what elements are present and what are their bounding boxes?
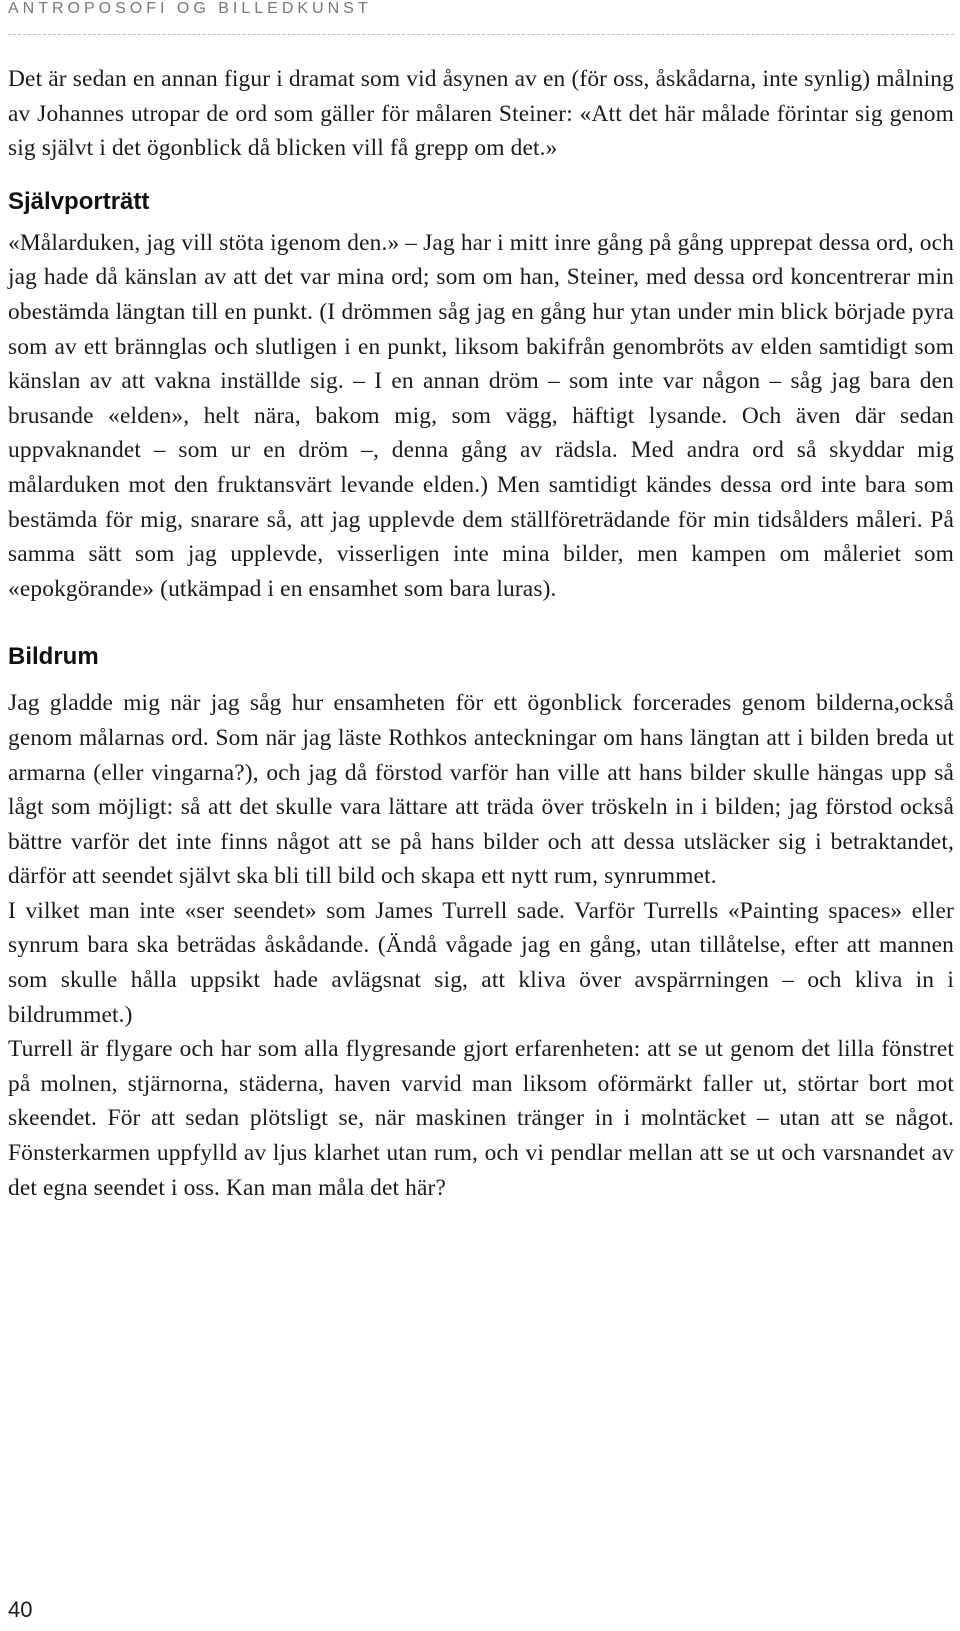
header-divider xyxy=(8,34,954,35)
bildrum-paragraph-1: Jag gladde mig när jag såg hur ensamheten för ett ögonblick forcerades genom bilderna,också genom målarnas ord. Som när jag läste Rothkos anteckningar om hans längtan att i bilden breda ut armarna (eller vingarna?), och jag då förstod varför han ville att hans bilder skulle hängas upp så lågt som möjligt: så att det skulle vara lättare att träda över tröskeln in i bilden; jag förstod också bättre varför det inte finns något att se på hans bilder och att dessa utsläcker sig i betraktandet, därför att seendet självt ska bli till bild och skapa ett nytt rum, synrummet. xyxy=(8,690,954,890)
running-head: ANTROPOSOFI OG BILLEDKUNST xyxy=(8,0,372,17)
section-heading-sjalvportratt: Självporträtt xyxy=(8,187,150,215)
bildrum-paragraph-3: Turrell är flygare och har som alla flygresande gjort erfarenheten: att se ut genom det lilla fönstret på molnen, stjärnorna, städerna, haven varvid man liksom oförmärkt faller ut, störtar bort mot skeendet. För att sedan plötsligt se, när maskinen tränger in i molntäcket – utan att se något. Fönsterkarmen uppfylld av ljus klarhet utan rum, och vi pendlar mellan att se ut och varsnandet av det egna seendet i oss. Kan man måla det här? xyxy=(8,1036,954,1201)
bildrum-paragraph-2: I vilket man inte «ser seendet» som James Turrell sade. Varför Turrells «Painting spaces» eller synrum bara ska beträdas åskådande. (Ändå vågade jag en gång, utan tillåtelse, efter att mannen som skulle hålla uppsikt hade avlägsnat sig, att kliva över avspärrningen – och kliva in i bildrummet.) xyxy=(8,897,954,1028)
sjalvportratt-paragraph: «Målarduken, jag vill stöta igenom den.» – Jag har i mitt inre gång på gång upprepat dessa ord, och jag hade då känslan av att det var mina ord; som om han, Steiner, med dessa ord koncentrerar min obestämda längtan till en punkt. (I drömmen såg jag en gång hur ytan under min blick började pyra som av ett brännglas och slutligen i en punkt, liksom bakifrån genombröts av elden samtidigt som känslan av att vakna inställde sig. – I en annan dröm – som inte var någon – såg jag bara den brusande «elden», helt nära, bakom mig, som vägg, häftigt lysande. Och även där sedan uppvaknandet – som ur en dröm –, denna gång av rädsla. Med andra ord så skyddar mig målarduken mot den fruktansvärt levande elden.) Men samtidigt kändes dessa ord inte bara som bestämda för mig, snarare så, att jag upplevde dem ställföreträdande för min tidsålders måleri. På samma sätt som jag upplevde, visserligen inte mina bilder, men kampen om måleriet som «epokgörande» (utkämpad i en ensamhet som bara luras). xyxy=(8,229,954,602)
page-body xyxy=(8,62,954,1205)
page-number: 40 xyxy=(8,1597,33,1622)
section-heading-bildrum: Bildrum xyxy=(8,643,99,671)
intro-paragraph: Det är sedan en annan figur i dramat som vid åsynen av en (för oss, åskådarna, inte synlig) målning av Johannes utropar de ord som gäller för målaren Steiner: «Att det här målade förintar sig genom sig självt i det ögonblick då blicken vill få grepp om det.» xyxy=(8,66,954,162)
